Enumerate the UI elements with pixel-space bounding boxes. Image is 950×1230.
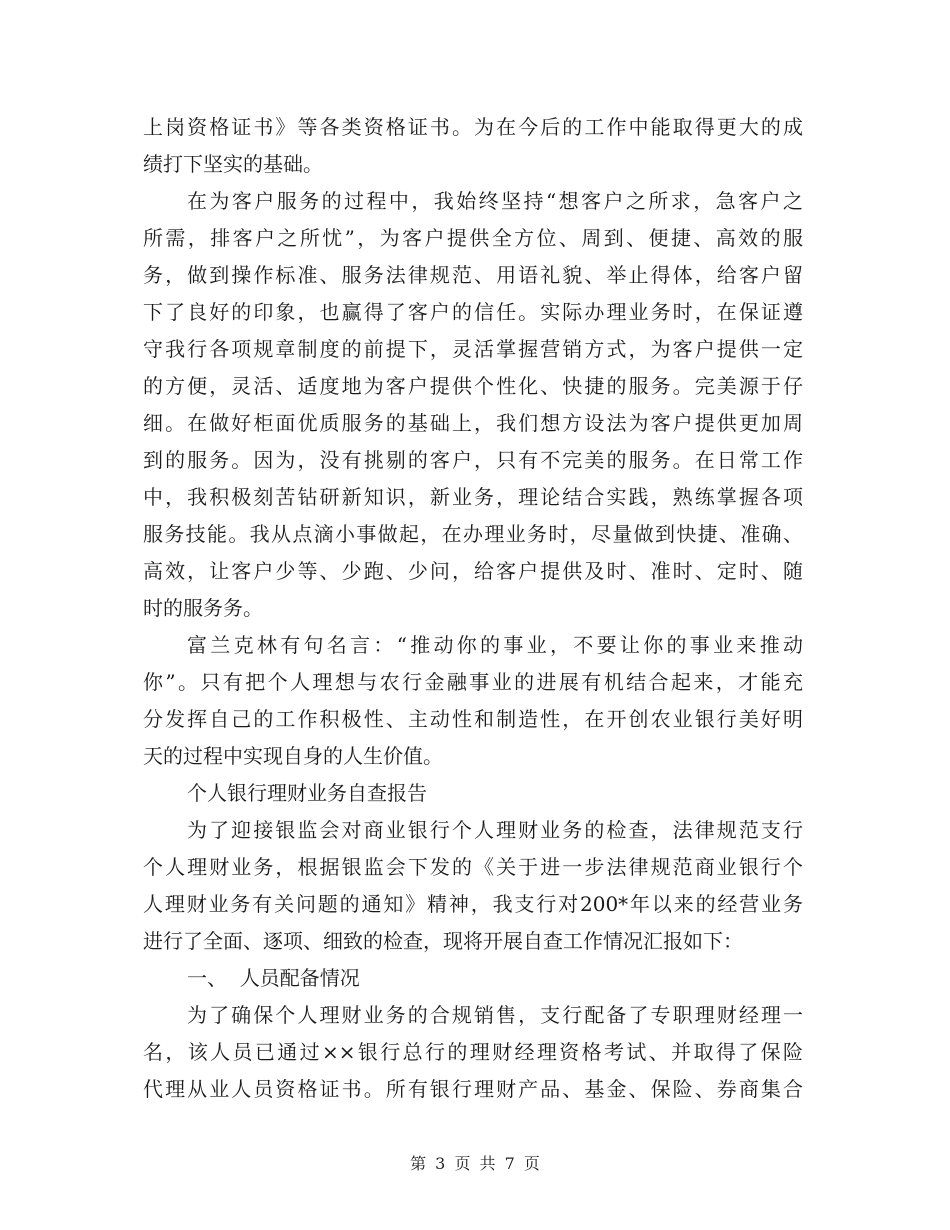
section-heading: 个人银行理财业务自查报告 xyxy=(187,781,427,805)
text-line: 细。在做好柜面优质服务的基础上，我们想方设法为客户提供更加周 xyxy=(143,411,803,435)
text-line: 时的服务务。 xyxy=(143,596,263,620)
text-line: 下了良好的印象，也赢得了客户的信任。实际办理业务时，在保证遵 xyxy=(143,300,803,324)
text-line: 你”。只有把个人理想与农行金融事业的进展有机结合起来，才能充 xyxy=(143,670,803,694)
text-line: 富兰克林有句名言：“推动你的事业，不要让你的事业来推动 xyxy=(187,633,803,657)
text-line: 务，做到操作标准、服务法律规范、用语礼貌、举止得体，给客户留 xyxy=(143,263,803,287)
text-line: 所需，排客户之所忧”，为客户提供全方位、周到、便捷、高效的服 xyxy=(143,226,803,250)
text-line: 守我行各项规章制度的前提下，灵活掌握营销方式，为客户提供一定 xyxy=(143,337,803,361)
text-line: 到的服务。因为，没有挑剔的客户，只有不完美的服务。在日常工作 xyxy=(143,448,803,472)
text-line: 中，我积极刻苦钻研新知识，新业务，理论结合实践，熟练掌握各项 xyxy=(143,485,803,509)
text-line: 服务技能。我从点滴小事做起，在办理业务时，尽量做到快捷、准确、 xyxy=(143,522,803,546)
text-line: 为了迎接银监会对商业银行个人理财业务的检查，法律规范支行 xyxy=(187,818,803,842)
text-line: 高效，让客户少等、少跑、少问，给客户提供及时、准时、定时、随 xyxy=(143,559,803,583)
text-line: 为了确保个人理财业务的合规销售，支行配备了专职理财经理一 xyxy=(187,1003,803,1027)
text-line: 绩打下坚实的基础。 xyxy=(143,152,323,176)
text-line: 个人理财业务，根据银监会下发的《关于进一步法律规范商业银行个 xyxy=(143,855,803,879)
text-line: 代理从业人员资格证书。所有银行理财产品、基金、保险、券商集合 xyxy=(143,1077,803,1101)
text-line: 在为客户服务的过程中，我始终坚持“想客户之所求，急客户之 xyxy=(187,189,803,213)
text-line: 人理财业务有关问题的通知》精神，我支行对200*年以来的经营业务 xyxy=(143,892,803,916)
text-line: 天的过程中实现自身的人生价值。 xyxy=(143,744,443,768)
text-line: 分发挥自己的工作积极性、主动性和制造性，在开创农业银行美好明 xyxy=(143,707,803,731)
text-line: 进行了全面、逐项、细致的检查，现将开展自查工作情况汇报如下： xyxy=(143,929,743,953)
text-line: 名，该人员已通过××银行总行的理财经理资格考试、并取得了保险 xyxy=(143,1040,803,1064)
subsection-heading: 一、 人员配备情况 xyxy=(187,966,360,990)
page-number-footer: 第 3 页 共 7 页 xyxy=(410,1154,540,1173)
text-line: 的方便，灵活、适度地为客户提供个性化、快捷的服务。完美源于仔 xyxy=(143,374,803,398)
text-line: 上岗资格证书》等各类资格证书。为在今后的工作中能取得更大的成 xyxy=(143,115,803,139)
